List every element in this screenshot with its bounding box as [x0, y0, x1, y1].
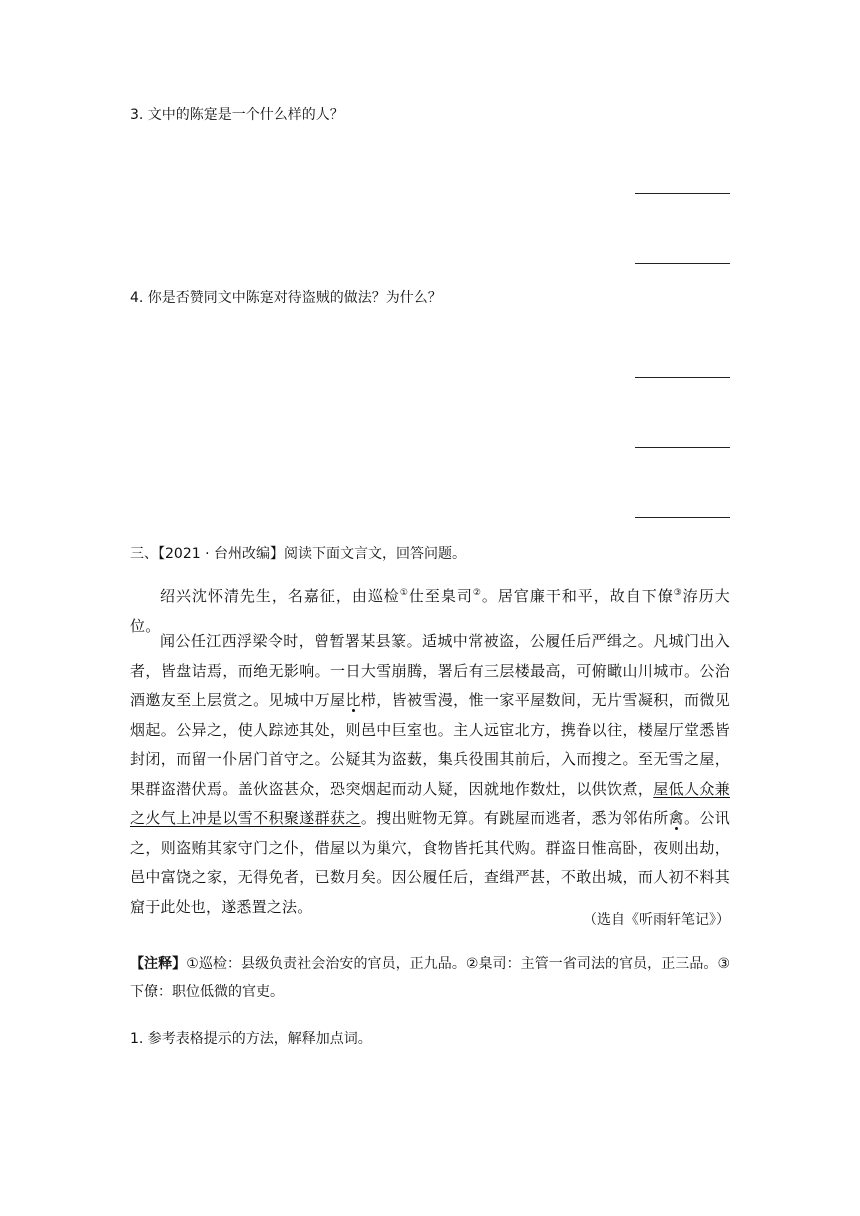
dotted-word: 禽: [668, 809, 684, 827]
underlined-sentence: 屋低人众兼之火气上冲是以雪不积聚遂群获之: [130, 779, 730, 827]
text-run: 仕至臬司: [408, 587, 473, 605]
footnote-marker: ②: [472, 588, 482, 598]
answer-line[interactable]: [635, 263, 730, 264]
answer-line[interactable]: [635, 377, 730, 378]
section-title: 阅读下面文言文，回答问题。: [283, 546, 466, 562]
annotations: [130, 950, 730, 1006]
passage-paragraph-2: [130, 627, 730, 922]
text-run: 。搜出赃物无算。有跳屋而逃者，悉为邻佑所: [360, 809, 669, 827]
text-run: 绍兴沈怀清先生，名嘉征，由巡检: [160, 587, 400, 605]
notes-label: 【注释】: [130, 956, 187, 972]
text-run: 。公讯之，则盗贿其家守门之仆，借屋以为巢穴，食物皆托其代购。群盗日惟高卧，夜则出劫，邑中富饶之家，无得免者，已数月矣。因公履任后，查缉严甚，不敢出城，而人初不料其窟于此处也，遂悉置之法。: [130, 809, 730, 916]
passage-body: [130, 627, 730, 922]
footnote-marker: ③: [673, 588, 683, 598]
answer-line[interactable]: [635, 193, 730, 194]
question-4: 4. 你是否赞同文中陈寔对待盗贼的做法？为什么？: [130, 290, 442, 306]
text-run: 栉，皆被雪漫，惟一家平屋数间，无片雪凝积，而微见烟起。公异之，使人踪迹其处，则邑中巨室也。主人远宦北方，携眷以往，楼屋厅堂悉皆封闭，而留一仆居门首守之。公疑其为盗薮，集兵役围其前后，入而搜之。至无雪之屋，果群盗潜伏焉。盖伙盗甚众，恐突烟起而动人疑，因就地作数灶，以供饮煮，: [130, 691, 730, 798]
notes-text: ①巡检：县级负责社会治安的官员，正九品。②臬司：主管一省司法的官员，正三品。③下僚：职位低微的官吏。: [130, 956, 731, 1000]
answer-line[interactable]: [635, 517, 730, 518]
footnote-marker: ①: [399, 588, 409, 598]
text-run: 闻公任江西浮梁令时，曾暂署某县篆。适城中常被盗，公履任后严缉之。凡城门出入者，皆盘诘焉，而绝无影响。一日大雪崩腾，署后有三层楼最高，可俯瞰山川城市。公治酒邀友至上层赏之。见城中万屋: [130, 632, 730, 709]
dotted-word: 比: [345, 691, 361, 709]
text-run: 洊历大位。: [130, 587, 730, 635]
question-1: 1. 参考表格提示的方法，解释加点词。: [130, 1031, 372, 1047]
text-run: 。居官廉干和平，故自下僚: [481, 587, 674, 605]
section-3-heading: [130, 544, 466, 564]
section-prefix: 三、: [130, 546, 158, 562]
source-tag: 【2021 · 台州改编】: [158, 546, 284, 562]
question-3: 3. 文中的陈寔是一个什么样的人？: [130, 107, 344, 123]
answer-line[interactable]: [635, 447, 730, 448]
passage-source: （选自《听雨轩笔记》）: [583, 912, 730, 928]
